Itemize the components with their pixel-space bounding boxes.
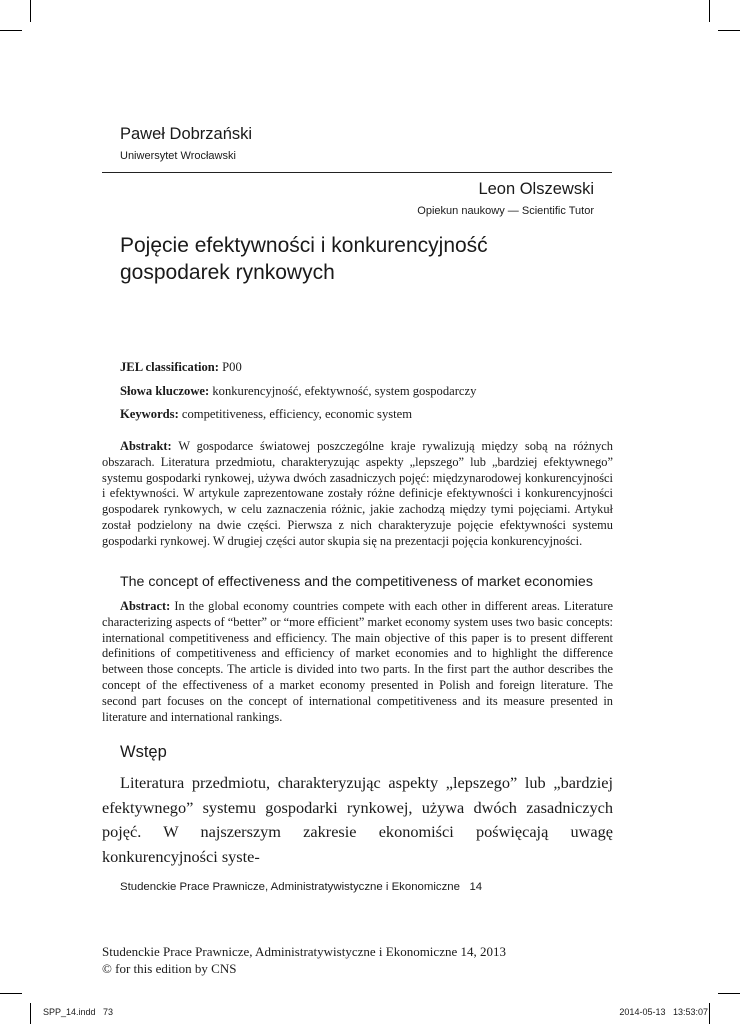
english-abstract — [102, 599, 613, 725]
article-title-line-1: Pojęcie efektywności i konkurencyjność — [120, 234, 488, 257]
abstract-text: In the global economy countries compete with each other in different areas. Literature characterizing aspects of “better” or “more efficient” market economy system uses two basic concepts: international competitiveness and efficiency. The main objective of this paper is to present different definitions of competitiveness and efficiency of market economies and to highlight the difference between those concepts. The article is divided into two parts. In the first part the author describes the concept of the effectiveness of a market economy presented in Polish and foreign literature. The second part focuses on the concept of international competitiveness and its measure presented in literature and international rankings. — [102, 599, 613, 724]
crop-mark-bottom-left-horizontal — [0, 993, 22, 994]
polish-abstract — [102, 439, 613, 550]
jel-label: JEL classification: — [120, 360, 220, 374]
keywords-value: competitiveness, efficiency, economic system — [181, 407, 413, 421]
crop-mark-top-left-vertical — [30, 0, 31, 22]
timestamp-slug: 2014-05-13 13:53:07 — [619, 1007, 708, 1017]
file-slug: SPP_14.indd 73 — [43, 1007, 114, 1017]
crop-mark-top-right-horizontal — [718, 30, 740, 31]
slowa-value: konkurencyjność, efektywność, system gospodarczy — [212, 384, 477, 398]
jel-value: P00 — [222, 360, 242, 374]
copyright-line: © for this edition by CNS — [102, 960, 237, 976]
crop-mark-top-right-vertical — [709, 0, 710, 22]
abstract-label: Abstract: — [120, 599, 171, 613]
article-title-line-2: gospodarek rynkowych — [120, 261, 335, 284]
jel-classification — [120, 360, 242, 375]
citation-line: Studenckie Prace Prawnicze, Administratywistyczne i Ekonomiczne 14, 2013 — [102, 944, 506, 959]
citation-footer — [102, 944, 506, 977]
author-name: Paweł Dobrzański — [120, 125, 253, 143]
section-heading: Wstęp — [120, 743, 167, 761]
polish-keywords — [120, 384, 476, 399]
crop-mark-top-left-horizontal — [0, 30, 22, 31]
crop-mark-bottom-right-horizontal — [718, 993, 740, 994]
tutor-name: Leon Olszewski — [478, 180, 594, 198]
slowa-label: Słowa kluczowe: — [120, 384, 210, 398]
abstrakt-label: Abstrakt: — [120, 439, 172, 453]
abstrakt-text: W gospodarce światowej poszczególne kraje rywalizują między sobą na różnych obszarach. Literatura przedmiotu, charakteryzując aspekty „lepszego” lub „bardziej efektywnego” systemu gospodarki rynkowej, używa dwóch zasadniczych pojęć: międzynarodowej konkurencyjności i efektywności. W artykule zaprezentowane zostały różne definicje efektywności i konkurencyjności gospodarek rynkowych, w celu zaznaczenia różnic, jakie zachodzą między tymi pojęciami. Artykuł został podzielony na dwie części. Pierwsza z nich charakteryzuje pojęcie efektywności systemu gospodarki rynkowej. W drugiej części autor skupia się na prezentacji pojęcia konkurencyjności. — [102, 439, 614, 548]
keywords-label: Keywords: — [120, 407, 179, 421]
intro-paragraph: Literatura przedmiotu, charakteryzując aspekty „lepszego” lub „bardziej efektywnego” systemu gospodarki rynkowej, używa dwóch zasadniczych pojęć. W najszerszym zakresie ekonomiści poświęcają uwagę konkurencyjności syste- — [102, 773, 613, 866]
header-divider — [102, 172, 612, 173]
author-affiliation: Uniwersytet Wrocławski — [120, 150, 236, 162]
crop-mark-bottom-left-vertical — [30, 1003, 31, 1024]
english-keywords — [120, 407, 412, 422]
article-title — [120, 232, 640, 286]
english-title: The concept of effectiveness and the competitiveness of market economies — [120, 574, 593, 590]
tutor-role: Opiekun naukowy — Scientific Tutor — [417, 205, 594, 217]
journal-footer: Studenckie Prace Prawnicze, Administratywistyczne i Ekonomiczne 14 — [120, 881, 483, 893]
crop-mark-bottom-right-vertical — [709, 1003, 710, 1024]
